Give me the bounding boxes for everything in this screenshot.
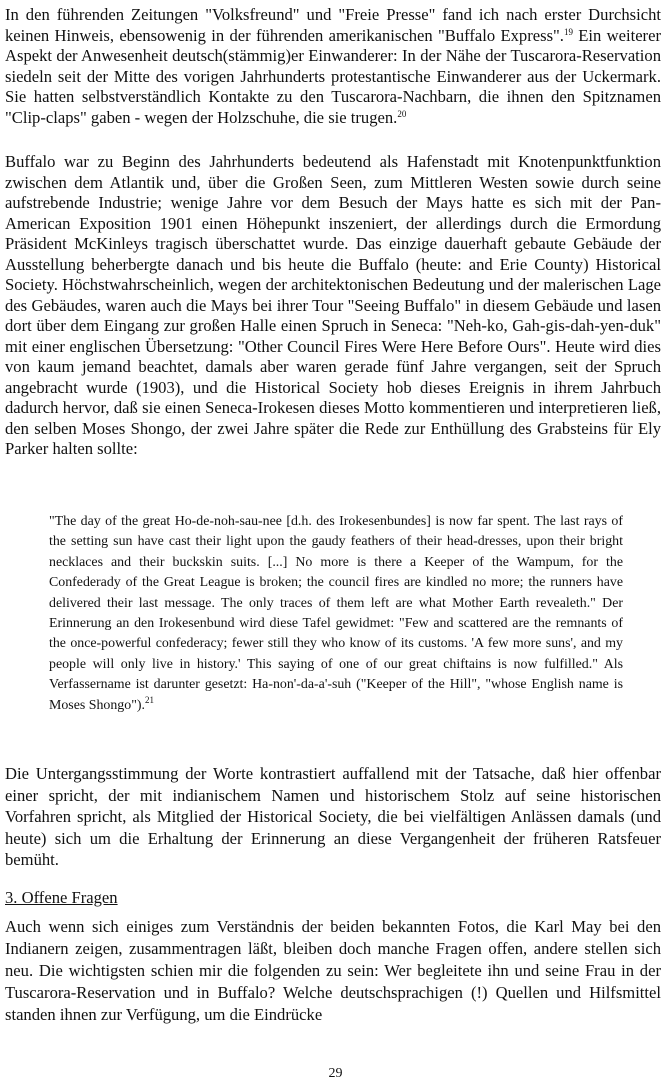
paragraph-offene-fragen: Auch wenn sich einiges zum Verständnis der beiden bekannten Fotos, die Karl May bei den Indianern zeigen, zusammentragen läßt, bleiben doch manche Fragen offen, andere stellen sich neu. Die wichtigsten schien mir die folgenden zu sein: Wer begleitete ihn und seine Frau in der Tuscarora-Reservation und in Buffalo? Welche deutschsprachigen (!) Quellen und Hilfsmittel standen ihnen zur Verfügung, um die Eindrücke (5, 917, 661, 1024)
footnote-ref-20: 20 (397, 108, 407, 119)
footnote-ref-19: 19 (563, 26, 573, 37)
paragraph-newspapers (5, 5, 661, 128)
paragraph-untergang: Die Untergangsstimmung der Worte kontrastiert auffallend mit der Tatsache, daß hier offenbar einer spricht, der mit indianischem Namen und historischem Stolz auf seine historischen Vorfahren spricht, als Mitglied der Historical Society, die bei vielfältigen Anlässen damals (und heute) sich um die Erhaltung der Erinnerung an diese Vergangenheit der früheren Ratsfeuer bemüht. (5, 764, 661, 869)
footnote-ref-21: 21 (144, 694, 154, 705)
block-quote (49, 512, 623, 716)
paragraph-text: In den führenden Zeitungen "Volksfreund" und "Freie Presse" fand ich nach erster Durchsicht keinen Hinweis, ebensowenig in der führenden amerikanischen "Buffalo Express". (5, 5, 661, 45)
quote-text: "The day of the great Ho-de-noh-sau-nee [d.h. des Irokesenbundes] is now far spent. The last rays of the setting sun have cast their light upon the gaudy feathers of their head-dresses, upon their bright necklaces and their buckskin suits. [...] No more is there a Keeper of the Wampum, for the Confederady of the Great League is broken; the council fires are kindled no more; the runners have delivered their last message. The only traces of them left are what Mother Earth revealeth." Der Erinnerung an den Irokesenbund wird diese Tafel gewidmet: "Few and scattered are the remnants of the once-powerful confederacy; fewer still they who know of its customs. 'A few more suns', and my people will only live in history.' This saying of one of our great chiftains is now fulfilled." Als Verfassername ist darunter gesetzt: Ha-non'-da-a'-suh ("Keeper of the Hill", "whose English name is Moses Shongo"). (49, 514, 623, 713)
section-heading: 3. Offene Fragen (5, 888, 118, 907)
paragraph-buffalo: Buffalo war zu Beginn des Jahrhunderts bedeutend als Hafenstadt mit Knotenpunktfunktion zwischen dem Atlantik und, über die Großen Seen, zum Mittleren Westen sowie durch seine aufstrebende Industrie; wenige Jahre vor dem Besuch der Mays hatte es sich mit der Pan-American Exposition 1901 einen Höhepunkt inszeniert, der allerdings durch die Ermordung Präsident McKinleys tragisch überschattet wurde. Das einzige dauerhaft gebaute Gebäude der Ausstellung beherbergte danach und bis heute die Buffalo (heute: and Erie County) Historical Society. Höchstwahrscheinlich, wegen der architektonischen Bedeutung und der malerischen Lage des Gebäudes, waren auch die Mays bei ihrer Tour "Seeing Buffalo" in diesem Gebäude und lasen dort über dem Eingang zur großen Halle einen Spruch in Seneca: "Neh-ko, Gah-gis-dah-yen-duk" mit einer englischen Übersetzung: "Other Council Fires Were Here Before Ours". Heute wird dies von kaum jemand beachtet, damals aber waren gerade fünf Jahre vergangen, seit der Spruch angebracht wurde (1903), und die Historical Society hob dieses Ereignis in ihrem Jahrbuch dadurch hervor, daß sie einen Seneca-Irokesen dieses Motto kommentieren und interpretieren ließ, den selben Moses Shongo, der zwei Jahre später die Rede zur Enthüllung des Grabsteins für Ely Parker halten sollte: (5, 152, 661, 458)
paragraph-text-continued: Ein weiterer Aspekt der Anwesenheit deutsch(stämmig)er Einwanderer: In der Nähe der Tuscarora-Reservation siedeln seit der Mitte des vorigen Jahrhunderts protestantische Einwanderer aus der Uckermark. Sie hatten selbstverständlich Kontakte zu den Tuscarora-Nachbarn, die ihnen den Spitznamen "Clip-claps" gaben - wegen der Holzschuhe, die sie trugen. (5, 25, 661, 127)
page-number: 29 (328, 1066, 343, 1081)
